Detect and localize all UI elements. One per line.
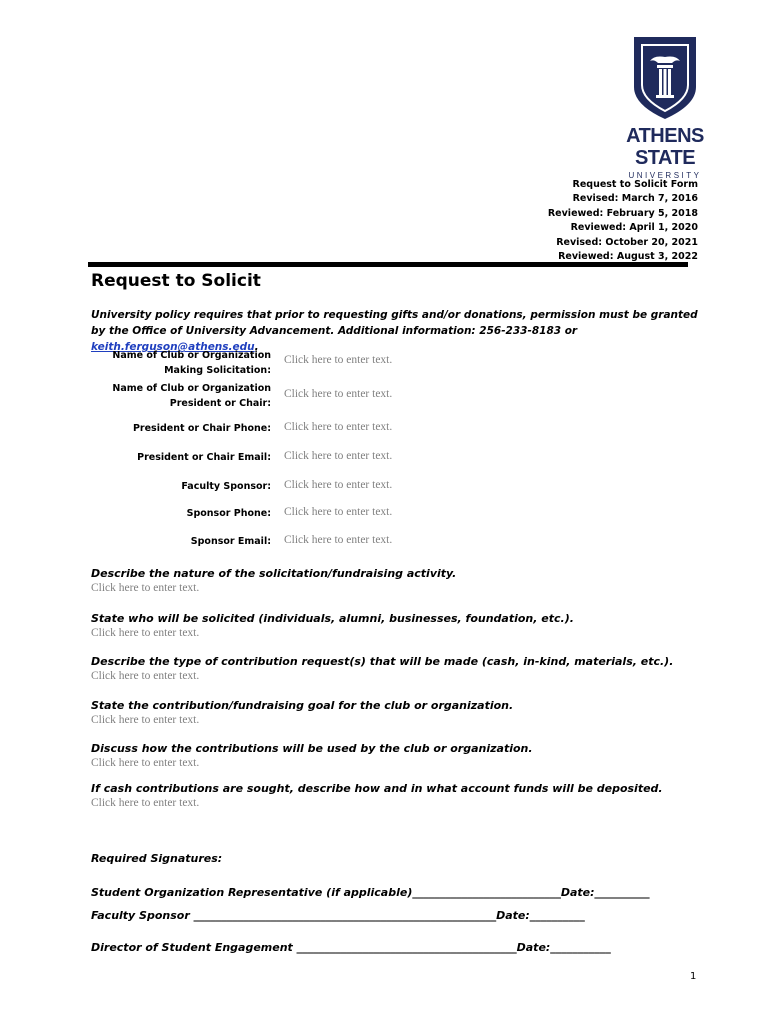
signatures-heading: Required Signatures: <box>91 852 223 865</box>
logo-word-state: STATE <box>634 147 696 169</box>
question-text: Describe the nature of the solicitation/fundraising activity. <box>91 567 457 580</box>
sponsor-email-input[interactable]: Click here to enter text. <box>284 534 393 546</box>
answer-input[interactable]: Click here to enter text. <box>91 582 200 594</box>
question-text: Discuss how the contributions will be used by the club or organization. <box>91 742 533 755</box>
signature-line-student-rep[interactable]: Student Organization Representative (if applicable)___________________________Date:__________ <box>91 886 650 899</box>
revision-line: Revised: March 7, 2016 <box>572 193 698 205</box>
question-text: State the contribution/fundraising goal for the club or organization. <box>91 699 514 712</box>
field-label <box>91 381 271 411</box>
revision-line: Reviewed: February 5, 2018 <box>547 207 698 219</box>
logo-word-athens: ATHENS <box>626 125 704 147</box>
form-name: Request to Solicit Form <box>572 179 698 190</box>
answer-input[interactable]: Click here to enter text. <box>91 670 200 682</box>
header-divider <box>88 262 688 267</box>
shield-column-icon <box>632 35 698 121</box>
question-deposit <box>91 782 711 809</box>
club-name-input[interactable]: Click here to enter text. <box>284 354 393 366</box>
president-email-input[interactable]: Click here to enter text. <box>284 450 393 462</box>
question-contribution-type <box>91 655 711 682</box>
question-text: If cash contributions are sought, describe how and in what account funds will be deposited. <box>91 782 663 795</box>
answer-input[interactable]: Click here to enter text. <box>91 714 200 726</box>
field-label-line: Making Solicitation: <box>164 365 271 376</box>
question-nature <box>91 567 711 594</box>
field-label: Sponsor Phone: <box>186 508 271 519</box>
revision-block <box>548 178 698 264</box>
page-title: Request to Solicit <box>91 271 261 291</box>
question-use <box>91 742 711 769</box>
revision-line: Revised: October 20, 2021 <box>556 236 698 248</box>
answer-input[interactable]: Click here to enter text. <box>91 797 200 809</box>
revision-line: Reviewed: August 3, 2022 <box>558 251 698 263</box>
answer-input[interactable]: Click here to enter text. <box>91 627 200 639</box>
question-text: State who will be solicited (individuals, alumni, businesses, foundation, etc.). <box>91 612 574 625</box>
field-label-line: President or Chair: <box>169 398 271 409</box>
field-label: Faculty Sponsor: <box>181 481 271 492</box>
signature-line-director[interactable]: Director of Student Engagement ________________________________________Date:___________ <box>91 941 611 954</box>
logo-word-university: UNIVERSITY <box>628 171 702 180</box>
answer-input[interactable]: Click here to enter text. <box>91 757 200 769</box>
president-phone-input[interactable]: Click here to enter text. <box>284 421 393 433</box>
policy-end: . <box>254 341 259 353</box>
field-label-line: Name of Club or Organization <box>112 350 271 361</box>
page-number: 1 <box>690 971 697 982</box>
field-label: President or Chair Email: <box>137 452 271 463</box>
university-logo <box>620 35 710 180</box>
contact-email-link[interactable]: keith.ferguson@athens.edu <box>91 341 255 353</box>
field-label: President or Chair Phone: <box>132 423 271 434</box>
sponsor-phone-input[interactable]: Click here to enter text. <box>284 506 393 518</box>
faculty-sponsor-input[interactable]: Click here to enter text. <box>284 479 393 491</box>
policy-body: University policy requires that prior to requesting gifts and/or donations, permission must be granted by the Office of University Advancement. Additional information: 256-233-8183 or <box>91 309 698 337</box>
revision-line: Reviewed: April 1, 2020 <box>570 222 698 234</box>
question-goal <box>91 699 711 726</box>
signature-line-faculty-sponsor[interactable]: Faculty Sponsor _______________________________________________________Date:__________ <box>91 909 585 922</box>
president-name-input[interactable]: Click here to enter text. <box>284 388 393 400</box>
question-text: Describe the type of contribution request(s) that will be made (cash, in-kind, materials, etc.). <box>91 655 674 668</box>
field-label: Sponsor Email: <box>190 536 271 547</box>
question-solicited <box>91 612 711 639</box>
field-label <box>91 348 271 378</box>
field-label-line: Name of Club or Organization <box>112 383 271 394</box>
